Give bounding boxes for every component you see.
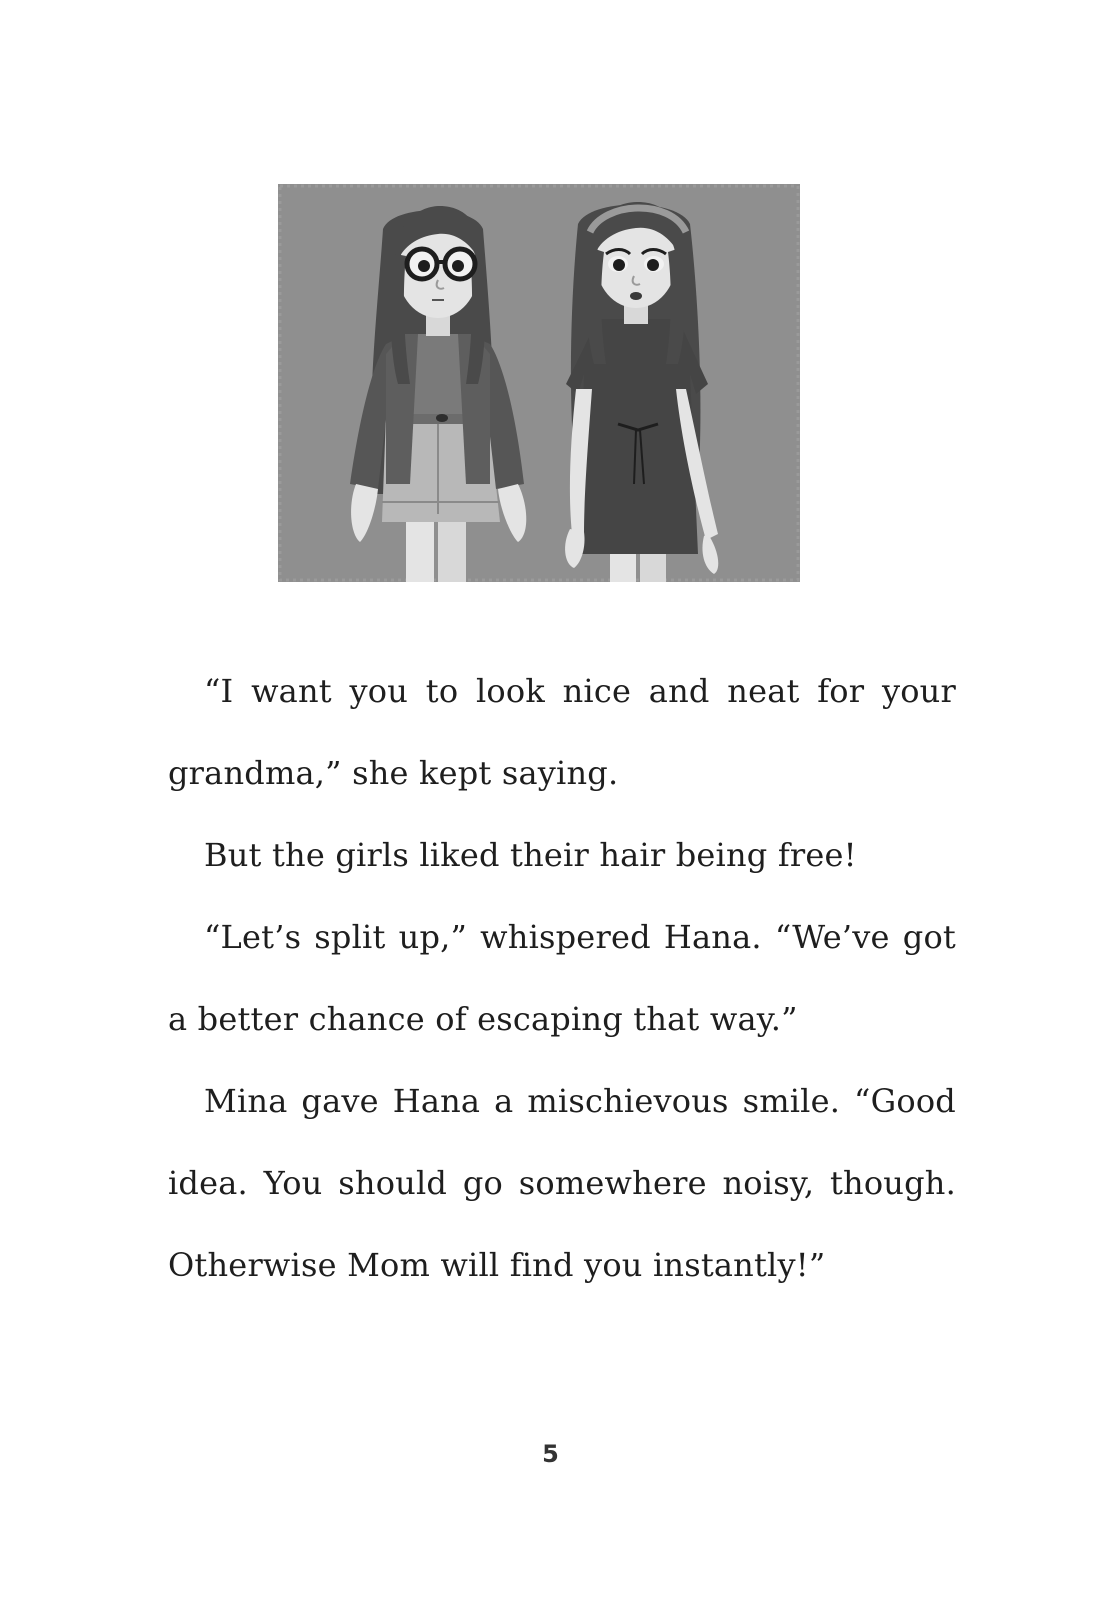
page-number: 5	[542, 1440, 559, 1468]
paragraph-4: Mina gave Hana a mischievous smile. “Good idea. You should go somewhere noisy, though. Otherwise Mom will find you instantly!”	[168, 1082, 956, 1284]
paragraph-1: “I want you to look nice and neat for your grandma,” she kept saying.	[168, 672, 956, 792]
paragraph-2: But the girls liked their hair being free!	[204, 836, 857, 874]
story-text	[168, 650, 956, 1306]
illustration-canvas	[278, 184, 800, 582]
two-girls-illustration	[278, 184, 800, 582]
paragraph-3: “Let’s split up,” whispered Hana. “We’ve got a better chance of escaping that way.”	[168, 918, 956, 1038]
